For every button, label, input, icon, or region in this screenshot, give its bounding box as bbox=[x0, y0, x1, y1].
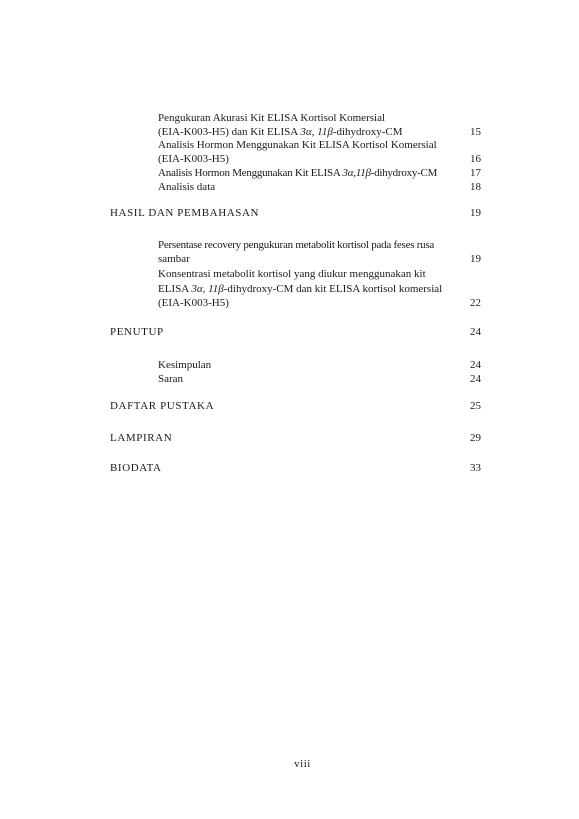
toc-chapter-heading: LAMPIRAN bbox=[110, 432, 173, 444]
toc-entry-text bbox=[158, 166, 437, 180]
toc-page-number: 16 bbox=[470, 153, 481, 165]
toc-entry-text: Analisis Hormon Menggunakan Kit ELISA Kortisol Komersial bbox=[158, 139, 437, 151]
toc-chapter-heading: PENUTUP bbox=[110, 326, 164, 338]
toc-page-number: 25 bbox=[470, 400, 481, 412]
toc-entry-text: Persentase recovery pengukuran metabolit kortisol pada feses rusa bbox=[158, 239, 435, 251]
toc-page-number: 24 bbox=[470, 326, 481, 338]
toc-entry-text-part: (EIA-K003-H5) dan Kit ELISA bbox=[158, 126, 301, 138]
toc-chapter-heading: DAFTAR PUSTAKA bbox=[110, 400, 215, 412]
toc-entry-text: sambar bbox=[158, 253, 190, 265]
toc-chapter-heading: BIODATA bbox=[110, 462, 162, 474]
toc-entry-italic: 3α, 11β bbox=[191, 283, 224, 295]
toc-chapter-heading: HASIL DAN PEMBAHASAN bbox=[110, 207, 260, 219]
toc-page-number: 24 bbox=[470, 373, 481, 385]
toc-entry-text-part: ELISA bbox=[158, 283, 192, 295]
toc-page-number: 24 bbox=[470, 359, 481, 371]
toc-entry-text: (EIA-K003-H5) bbox=[158, 297, 229, 309]
toc-entry-text: Pengukuran Akurasi Kit ELISA Kortisol Komersial bbox=[158, 112, 386, 124]
toc-page-number: 19 bbox=[470, 253, 481, 265]
footer-page-number: viii bbox=[294, 758, 311, 770]
toc-page-number: 18 bbox=[470, 181, 481, 193]
toc-entry-text bbox=[158, 125, 402, 139]
toc-page-number: 17 bbox=[470, 167, 481, 179]
toc-entry-text-part: -dihydroxy-CM bbox=[332, 126, 403, 138]
toc-page-number: 15 bbox=[470, 126, 481, 138]
toc-entry-italic: 3α, 11β bbox=[300, 126, 333, 138]
toc-entry-text-part: Analisis Hormon Menggunakan Kit ELISA bbox=[158, 167, 343, 179]
toc-entry-text: Analisis data bbox=[158, 181, 216, 193]
toc-entry-text: (EIA-K003-H5) bbox=[158, 153, 229, 165]
toc-page-number: 29 bbox=[470, 432, 481, 444]
toc-entry-text: Konsentrasi metabolit kortisol yang diukur menggunakan kit bbox=[158, 268, 426, 280]
toc-entry-italic: 3α,11β bbox=[342, 167, 371, 179]
toc-page-number: 19 bbox=[470, 207, 481, 219]
toc-entry-text-part: -dihydroxy-CM dan kit ELISA kortisol komersial bbox=[223, 283, 443, 295]
toc-page-number: 33 bbox=[470, 462, 481, 474]
toc-entry-text bbox=[158, 282, 442, 296]
toc-entry-text-part: -dihydroxy-CM bbox=[370, 167, 438, 179]
toc-entry-text: Kesimpulan bbox=[158, 359, 212, 371]
toc-page-number: 22 bbox=[470, 297, 481, 309]
toc-entry-text: Saran bbox=[158, 373, 184, 385]
